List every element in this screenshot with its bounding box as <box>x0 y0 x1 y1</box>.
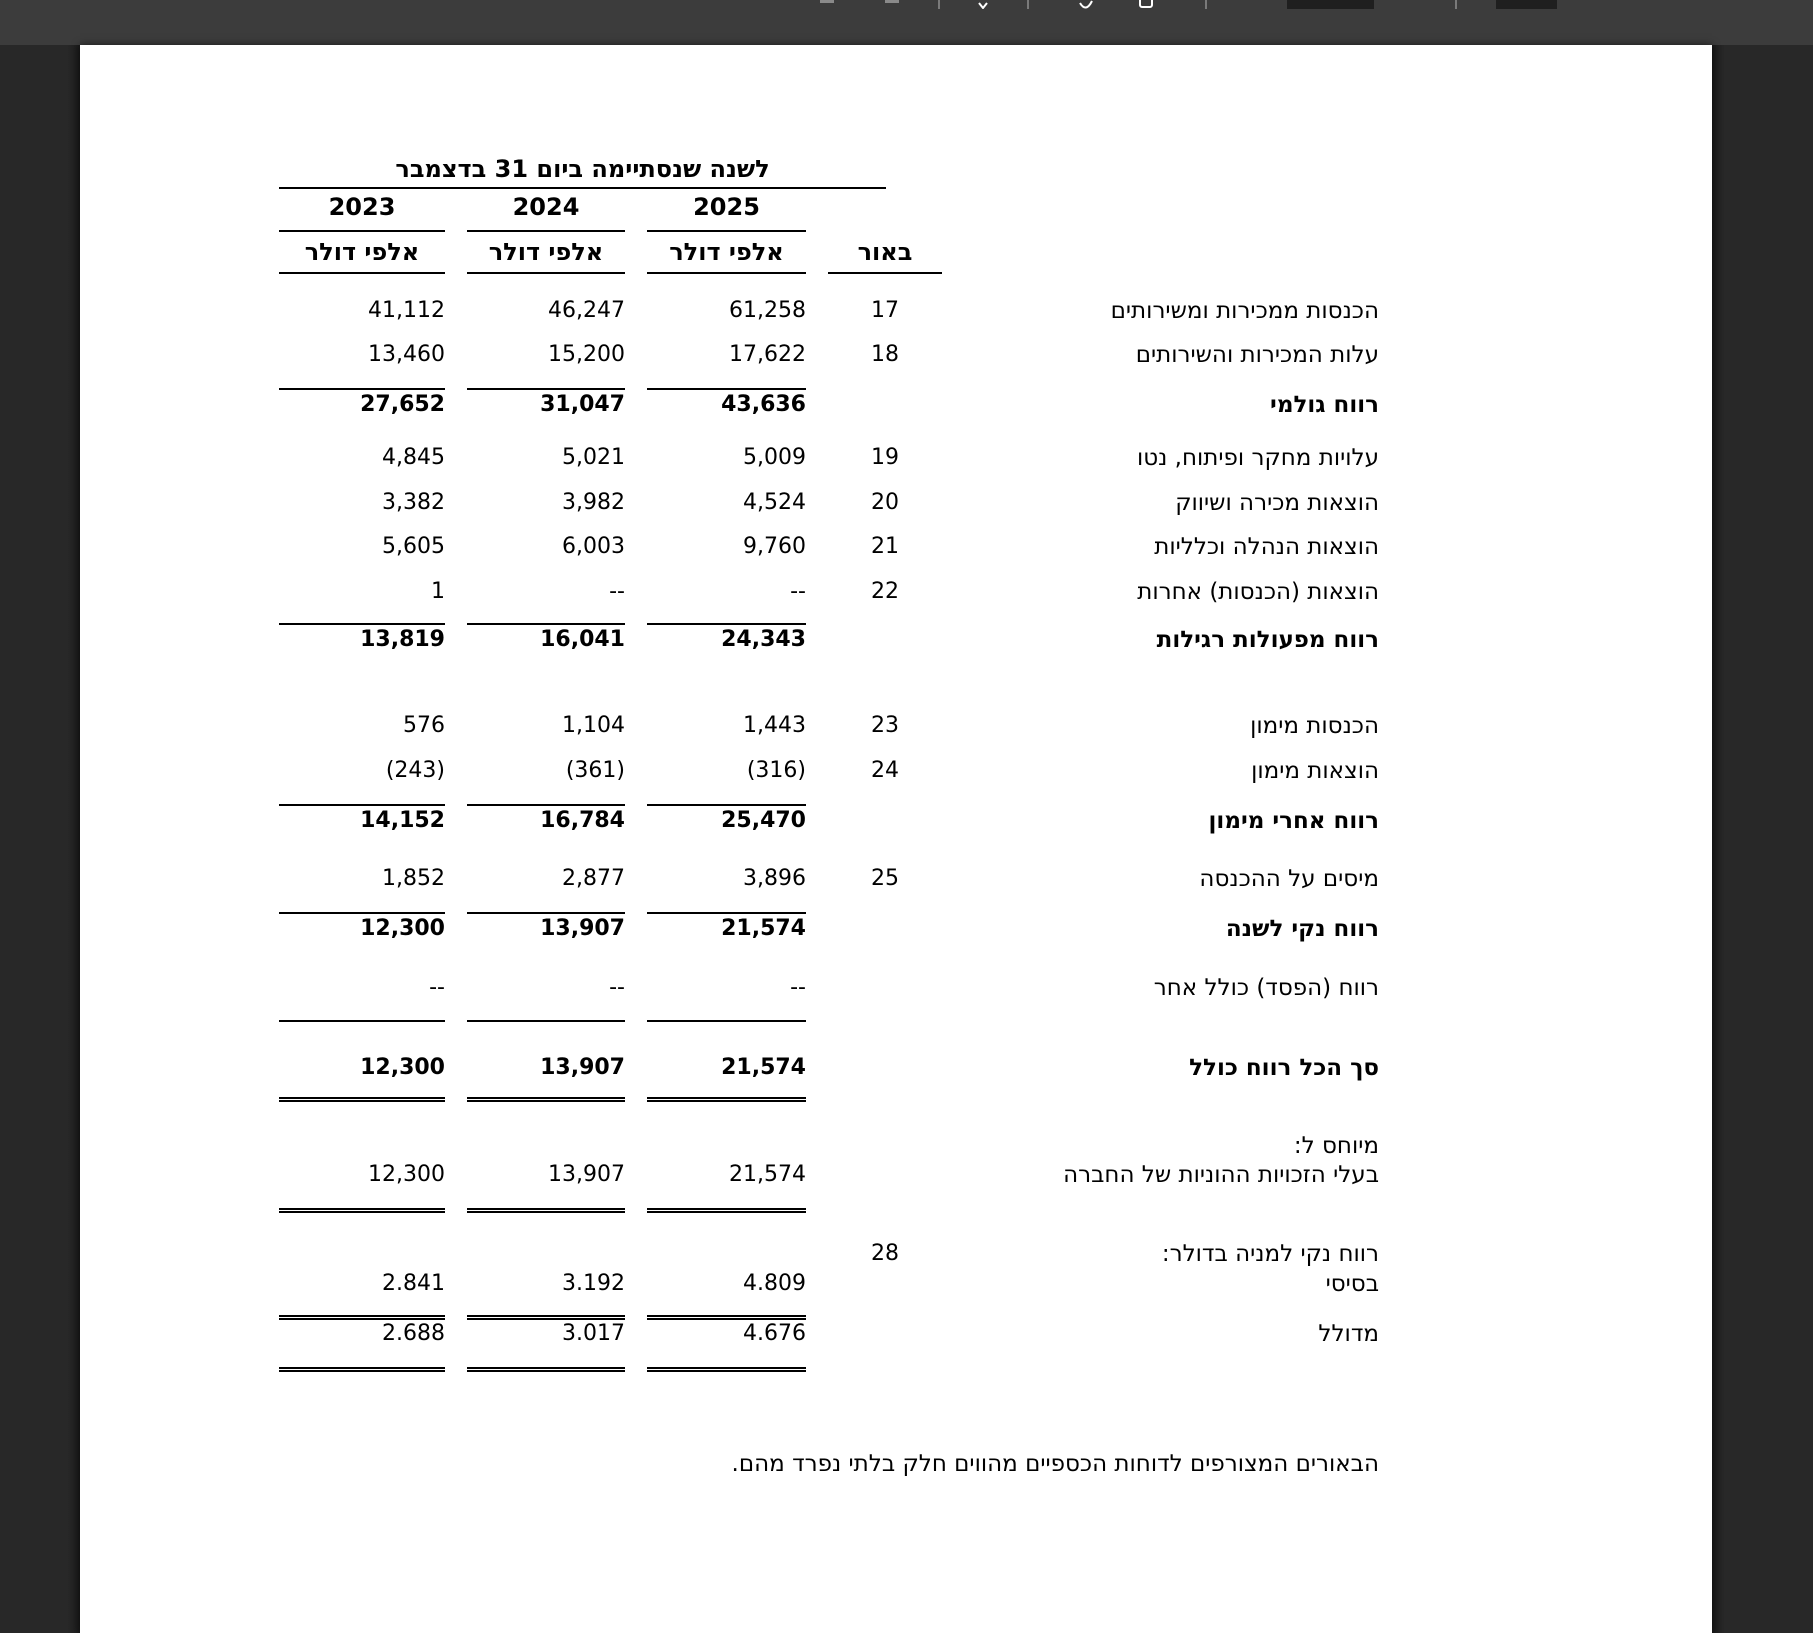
total-double-rule <box>279 1367 445 1372</box>
subtotal-rule <box>467 1020 625 1022</box>
total-double-rule <box>467 1208 625 1213</box>
total-double-rule <box>279 1208 445 1213</box>
row-value-2023: 1 <box>431 579 445 604</box>
row-value-2025: 24,343 <box>721 627 806 652</box>
row-value-2024: 13,907 <box>540 1055 625 1080</box>
row-value-2023: 13,460 <box>368 342 445 367</box>
eps-basic-2025: 4.809 <box>743 1271 806 1296</box>
subtotal-rule <box>279 623 445 625</box>
total-double-rule <box>467 1097 625 1102</box>
row-label: רווח נקי לשנה <box>1225 916 1379 942</box>
document-page <box>80 45 1712 1633</box>
toolbar-separator <box>1027 0 1029 9</box>
attributed-heading: מיוחס ל: <box>1293 1133 1379 1159</box>
row-label: מיסים על ההכנסה <box>1199 866 1379 892</box>
eps-diluted-2025: 4.676 <box>743 1321 806 1346</box>
row-value-2024: 15,200 <box>548 342 625 367</box>
unit-header-2023: אלפי דולר <box>304 238 420 266</box>
total-double-rule <box>647 1315 806 1320</box>
subtotal-rule <box>467 912 625 914</box>
header-rule <box>279 272 445 274</box>
header-rule <box>647 230 806 232</box>
total-double-rule <box>647 1208 806 1213</box>
row-note: 21 <box>871 534 899 559</box>
eps-diluted-2023: 2.688 <box>382 1321 445 1346</box>
toolbar-separator <box>1455 0 1457 9</box>
row-value-2023: 41,112 <box>368 298 445 323</box>
row-value-2023: 12,300 <box>360 916 445 941</box>
subtotal-rule <box>467 623 625 625</box>
header-rule <box>467 272 625 274</box>
eps-heading: רווח נקי למניה בדולר: <box>1161 1241 1379 1267</box>
subtotal-rule <box>279 1020 445 1022</box>
zoom-level-input[interactable] <box>1496 0 1557 9</box>
attributed-2023: 12,300 <box>368 1162 445 1187</box>
row-note: 19 <box>871 445 899 470</box>
unit-header-2024: אלפי דולר <box>488 238 604 266</box>
subtotal-rule <box>647 1020 806 1022</box>
toolbar-icon-1[interactable] <box>820 0 834 3</box>
row-value-2025: 4,524 <box>743 490 806 515</box>
total-double-rule <box>279 1097 445 1102</box>
toolbar-icon-5[interactable] <box>1138 0 1154 6</box>
row-label: רווח גולמי <box>1270 392 1379 418</box>
row-value-2025: -- <box>790 579 806 604</box>
row-label: רווח מפעולות רגילות <box>1156 627 1379 653</box>
row-value-2025: 1,443 <box>743 713 806 738</box>
unit-header-2025: אלפי דולר <box>669 238 784 266</box>
row-value-2024: 1,104 <box>562 713 625 738</box>
period-title: לשנה שנסתיימה ביום 31 בדצמבר <box>395 155 770 183</box>
row-value-2025: 21,574 <box>721 1055 806 1080</box>
row-value-2025: 43,636 <box>721 392 806 417</box>
total-double-rule <box>647 1097 806 1102</box>
row-label: עלות המכירות והשירותים <box>1135 342 1379 368</box>
row-value-2025: (316) <box>746 758 806 783</box>
row-value-2025: 25,470 <box>721 808 806 833</box>
total-double-rule <box>467 1367 625 1372</box>
row-value-2025: 21,574 <box>721 916 806 941</box>
header-rule <box>279 187 886 189</box>
row-label: רווח אחרי מימון <box>1208 808 1379 834</box>
row-note: 25 <box>871 866 899 891</box>
subtotal-rule <box>279 804 445 806</box>
row-value-2024: 13,907 <box>540 916 625 941</box>
row-value-2025: -- <box>790 975 806 1000</box>
row-note: 23 <box>871 713 899 738</box>
toolbar-icon-3[interactable] <box>975 0 991 6</box>
row-value-2023: 5,605 <box>382 534 445 559</box>
subtotal-rule <box>647 388 806 390</box>
year-header-2023: 2023 <box>328 193 396 221</box>
row-value-2025: 17,622 <box>729 342 806 367</box>
row-value-2024: 6,003 <box>562 534 625 559</box>
subtotal-rule <box>279 388 445 390</box>
row-label: סך הכל רווח כולל <box>1189 1055 1379 1081</box>
row-label: הוצאות הנהלה וכלליות <box>1154 534 1379 560</box>
row-value-2023: -- <box>429 975 445 1000</box>
subtotal-rule <box>647 804 806 806</box>
row-value-2023: 14,152 <box>360 808 445 833</box>
subtotal-rule <box>647 623 806 625</box>
attributed-2024: 13,907 <box>548 1162 625 1187</box>
row-value-2023: 12,300 <box>360 1055 445 1080</box>
row-value-2024: 46,247 <box>548 298 625 323</box>
total-double-rule <box>279 1315 445 1320</box>
row-value-2024: 2,877 <box>562 866 625 891</box>
row-value-2024: 16,041 <box>540 627 625 652</box>
row-value-2023: 13,819 <box>360 627 445 652</box>
eps-diluted-2024: 3.017 <box>562 1321 625 1346</box>
toolbar-separator <box>1205 0 1207 9</box>
row-value-2024: -- <box>609 975 625 1000</box>
eps-basic-label: בסיסי <box>1325 1271 1379 1297</box>
row-label: רווח (הפסד) כולל אחר <box>1153 975 1379 1001</box>
subtotal-rule <box>467 804 625 806</box>
page-shadow <box>1712 45 1724 1633</box>
year-header-2024: 2024 <box>512 193 580 221</box>
row-label: הוצאות מכירה ושיווק <box>1175 490 1379 516</box>
row-value-2023: 1,852 <box>382 866 445 891</box>
row-note: 18 <box>871 342 899 367</box>
viewer-toolbar <box>0 0 1813 45</box>
page-number-input[interactable] <box>1287 0 1374 9</box>
row-value-2023: 4,845 <box>382 445 445 470</box>
row-value-2025: 5,009 <box>743 445 806 470</box>
footer-note: הבאורים המצורפים לדוחות הכספיים מהווים חלק בלתי נפרד מהם. <box>731 1451 1379 1477</box>
row-note: 20 <box>871 490 899 515</box>
header-rule <box>647 272 806 274</box>
eps-diluted-label: מדולל <box>1318 1321 1379 1347</box>
header-rule <box>467 230 625 232</box>
row-value-2023: (243) <box>385 758 445 783</box>
row-value-2024: (361) <box>565 758 625 783</box>
row-note: 17 <box>871 298 899 323</box>
note-header: באור <box>857 238 913 266</box>
row-label: הכנסות מימון <box>1250 713 1379 739</box>
row-note: 22 <box>871 579 899 604</box>
row-value-2024: 16,784 <box>540 808 625 833</box>
row-label: הכנסות ממכירות ומשירותים <box>1110 298 1379 324</box>
eps-basic-2023: 2.841 <box>382 1271 445 1296</box>
row-value-2024: 31,047 <box>540 392 625 417</box>
row-value-2024: -- <box>609 579 625 604</box>
page-shadow <box>68 45 80 1633</box>
row-value-2023: 576 <box>403 713 445 738</box>
toolbar-icon-4[interactable] <box>1078 0 1094 6</box>
header-rule <box>279 230 445 232</box>
year-header-2025: 2025 <box>693 193 760 221</box>
header-rule <box>828 272 942 274</box>
row-value-2024: 3,982 <box>562 490 625 515</box>
subtotal-rule <box>467 388 625 390</box>
row-value-2023: 27,652 <box>360 392 445 417</box>
subtotal-rule <box>647 912 806 914</box>
row-label: עלויות מחקר ופיתוח, נטו <box>1136 445 1379 471</box>
row-label: הוצאות מימון <box>1251 758 1379 784</box>
attributed-2025: 21,574 <box>729 1162 806 1187</box>
eps-note: 28 <box>871 1241 899 1266</box>
row-label: הוצאות (הכנסות) אחרות <box>1137 579 1379 605</box>
row-value-2025: 9,760 <box>743 534 806 559</box>
row-value-2025: 3,896 <box>743 866 806 891</box>
row-note: 24 <box>871 758 899 783</box>
toolbar-icon-2[interactable] <box>885 0 899 3</box>
row-value-2024: 5,021 <box>562 445 625 470</box>
total-double-rule <box>647 1367 806 1372</box>
toolbar-separator <box>938 0 940 9</box>
subtotal-rule <box>279 912 445 914</box>
attributed-label: בעלי הזכויות ההוניות של החברה <box>1063 1162 1379 1188</box>
eps-basic-2024: 3.192 <box>562 1271 625 1296</box>
row-value-2025: 61,258 <box>729 298 806 323</box>
row-value-2023: 3,382 <box>382 490 445 515</box>
total-double-rule <box>467 1315 625 1320</box>
